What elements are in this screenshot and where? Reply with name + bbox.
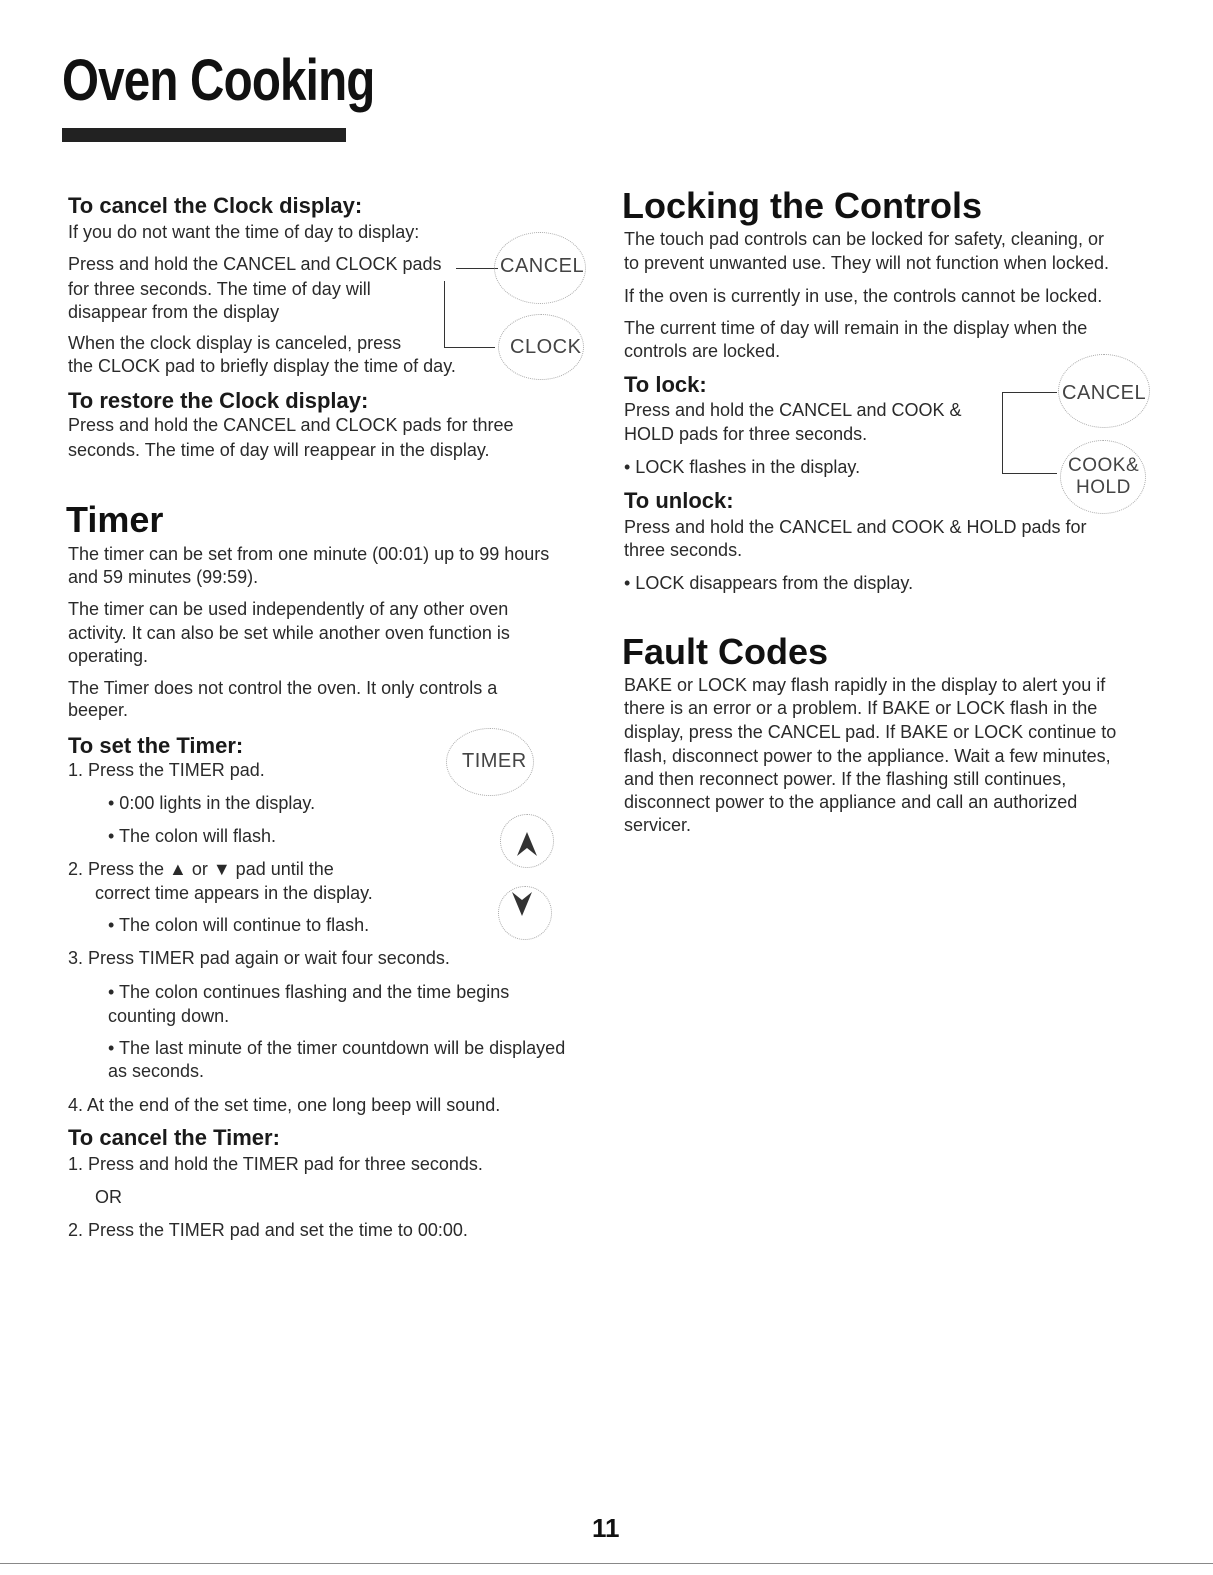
lock-heading: To lock:	[624, 372, 707, 397]
set-timer-step-4: 4. At the end of the set time, one long beep will sound.	[68, 1095, 501, 1115]
cookhold-pad-label-line-2: HOLD	[1076, 477, 1131, 498]
locking-heading: Locking the Controls	[622, 185, 982, 226]
page-number: 11	[592, 1513, 620, 1543]
lock-cancel-pad-label: CANCEL	[1062, 382, 1147, 404]
locking-p2: If the oven is currently in use, the controls cannot be locked.	[624, 286, 1103, 306]
timer-p2-line-1: The timer can be used independently of any other oven	[68, 599, 509, 619]
cancel-clock-intro: If you do not want the time of day to display:	[68, 222, 420, 242]
locking-p1-line-1: The touch pad controls can be locked for safety, cleaning, or	[624, 229, 1104, 249]
set-timer-step-2-line-2: correct time appears in the display.	[95, 883, 373, 903]
set-timer-step-3-bullet-2-line-1: • The last minute of the timer countdown will be displayed	[108, 1038, 566, 1058]
set-timer-step-3: 3. Press TIMER pad again or wait four seconds.	[68, 948, 450, 968]
restore-clock-line-2: seconds. The time of day will reappear in the display.	[68, 440, 490, 460]
set-timer-heading: To set the Timer:	[68, 733, 244, 758]
cancel-timer-step-2: 2. Press the TIMER pad and set the time to 00:00.	[68, 1220, 468, 1240]
unlock-line-1: Press and hold the CANCEL and COOK & HOLD pads for	[624, 517, 1087, 537]
timer-p2-line-2: activity. It can also be set while another oven function is	[68, 623, 510, 643]
cancel-timer-or: OR	[95, 1187, 122, 1207]
fault-line-6: disconnect power to the appliance and call an authorized	[624, 792, 1078, 812]
timer-p3-line-1: The Timer does not control the oven. It only controls a	[68, 678, 498, 698]
bottom-rule	[0, 1563, 1213, 1564]
lock-line-2: HOLD pads for three seconds.	[624, 424, 868, 444]
pad-bracket	[444, 281, 495, 348]
unlock-heading: To unlock:	[624, 488, 734, 513]
pad-leader-line	[456, 268, 498, 269]
timer-p1-line-2: and 59 minutes (99:59).	[68, 567, 259, 587]
down-arrow-icon	[510, 890, 534, 918]
cancel-timer-step-1: 1. Press and hold the TIMER pad for three seconds.	[68, 1154, 483, 1174]
locking-p1-line-2: to prevent unwanted use. They will not function when locked.	[624, 253, 1109, 273]
up-arrow-icon	[515, 830, 539, 858]
set-timer-step-2-bullet-1: • The colon will continue to flash.	[108, 915, 370, 935]
fault-line-5: and then reconnect power. If the flashing still continues,	[624, 769, 1067, 789]
set-timer-step-3-bullet-1-line-1: • The colon continues flashing and the time begins	[108, 982, 510, 1002]
cancel-clock-line-5: the CLOCK pad to briefly display the time of day.	[68, 356, 456, 376]
restore-clock-heading: To restore the Clock display:	[68, 388, 369, 413]
timer-p2-line-3: operating.	[68, 646, 149, 666]
timer-p1-line-1: The timer can be set from one minute (00:01) up to 99 hours	[68, 544, 550, 564]
cancel-clock-line-1: Press and hold the CANCEL and CLOCK pads	[68, 254, 442, 274]
set-timer-step-1-bullet-2: • The colon will flash.	[108, 826, 277, 846]
cancel-pad-label: CANCEL	[500, 255, 585, 277]
lock-bullet: • LOCK flashes in the display.	[624, 457, 861, 477]
set-timer-step-1-bullet-1: • 0:00 lights in the display.	[108, 793, 316, 813]
timer-p3-line-2: beeper.	[68, 700, 129, 720]
locking-p3-line-1: The current time of day will remain in the display when the	[624, 318, 1088, 338]
lock-line-1: Press and hold the CANCEL and COOK &	[624, 400, 962, 420]
fault-line-2: there is an error or a problem. If BAKE or LOCK flash in the	[624, 698, 1098, 718]
set-timer-step-1: 1. Press the TIMER pad.	[68, 760, 265, 780]
fault-line-3: display, press the CANCEL pad. If BAKE or LOCK continue to	[624, 722, 1117, 742]
cancel-clock-line-4: When the clock display is canceled, press	[68, 333, 402, 353]
title-underline	[62, 128, 346, 142]
locking-p3-line-2: controls are locked.	[624, 341, 781, 361]
set-timer-step-2-line-1: 2. Press the ▲ or ▼ pad until the	[68, 859, 334, 879]
fault-codes-heading: Fault Codes	[622, 631, 829, 672]
set-timer-step-3-bullet-1-line-2: counting down.	[108, 1006, 230, 1026]
fault-line-1: BAKE or LOCK may flash rapidly in the display to alert you if	[624, 675, 1106, 695]
unlock-bullet: • LOCK disappears from the display.	[624, 573, 914, 593]
fault-line-4: flash, disconnect power to the appliance. Wait a few minutes,	[624, 746, 1111, 766]
set-timer-step-3-bullet-2-line-2: as seconds.	[108, 1061, 205, 1081]
fault-line-7: servicer.	[624, 815, 692, 835]
page-title: Oven Cooking	[62, 48, 375, 113]
lock-pad-bracket	[1002, 392, 1057, 474]
cancel-timer-heading: To cancel the Timer:	[68, 1125, 280, 1150]
restore-clock-line-1: Press and hold the CANCEL and CLOCK pads for three	[68, 415, 514, 435]
cancel-clock-line-3: disappear from the display	[68, 302, 280, 322]
cancel-clock-line-2: for three seconds. The time of day will	[68, 279, 371, 299]
unlock-line-2: three seconds.	[624, 540, 743, 560]
cancel-clock-heading: To cancel the Clock display:	[68, 193, 363, 218]
clock-pad-label: CLOCK	[510, 336, 582, 358]
timer-pad-label: TIMER	[462, 750, 527, 772]
timer-heading: Timer	[66, 499, 164, 540]
cookhold-pad-label-line-1: COOK&	[1068, 455, 1140, 476]
